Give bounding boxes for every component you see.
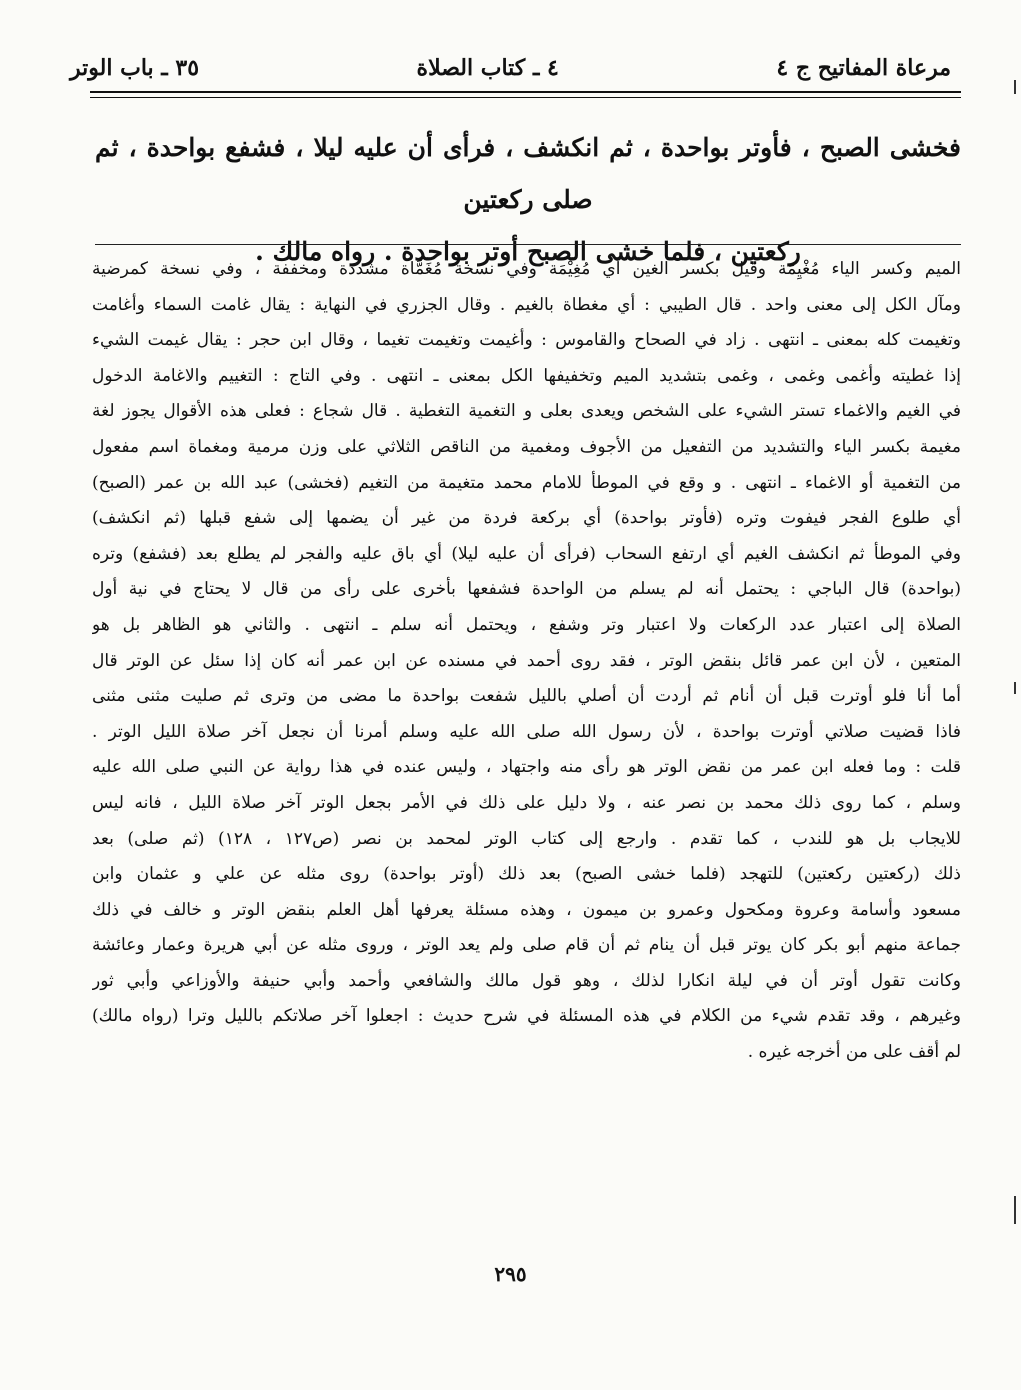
commentary-line: الميم وكسر الياء مُغْيِمَة وقيل بكسر الغين أي مُغِيْمَة وفي نسخة مُغَمَّاة مشددة ومخففة ، وفي نسخة كمرضية <box>92 259 961 279</box>
commentary-line: وسلم ، كما روى ذلك محمد بن نصر عنه ، ولا دليل على ذلك في الأمر بجعل الوتر آخر صلاة الليل ، فانه ليس <box>92 792 961 813</box>
commentary-line: في الغيم والاغماء تستر الشيء على الشخص ويعدى بعلى و التغمية التغطية . قال شجاع : فعلى هذه الأقوال يجوز لغة <box>92 401 961 422</box>
page-number: ٢٩٥ <box>494 1262 527 1286</box>
commentary-line: وغيرهم ، وقد تقدم شيء من الكلام في هذه المسئلة في شرح حديث : اجعلوا آخر صلاتكم بالليل وترا (رواه مالك) <box>92 1006 961 1027</box>
hadith-line: ركعتين ، فلما خشى الصبح أوتر بواحدة . رواه مالك . <box>255 237 801 266</box>
section-separator <box>95 244 961 245</box>
book-title: مرعاة المفاتيح ج ٤ <box>776 55 951 81</box>
commentary-line: مغيمة بكسر الياء والتشديد من التفعيل من الأجوف ومغمية من الناقص الثلاثي على وزن مرمية ومغماة اسم مفعول <box>92 436 961 457</box>
commentary-line: ومآل الكل إلى معنى واحد . قال الطيبي : أي مغطاة بالغيم . وقال الجزري في النهاية : يقال غامت السماء وأغامت <box>92 294 961 315</box>
header-rule-top <box>90 91 961 93</box>
commentary-text <box>92 252 961 1248</box>
header-rule-bottom <box>90 97 961 98</box>
chapter-title: ٤ ـ كتاب الصلاة <box>416 55 559 81</box>
commentary-line: وكانت تقول أوتر أن في ليلة انكارا لذلك ، وهو قول مالك والشافعي وأحمد وأبي حنيفة والأوزاعي وأبي ثور <box>92 970 961 991</box>
commentary-line: ذلك (ركعتين ركعتين) للتهجد (فلما خشى الصبح) بعد ذلك (أوتر بواحدة) روى مثله عن علي و عثمان وابن <box>92 864 961 885</box>
commentary-line: قلت : وما فعله ابن عمر من نقض الوتر هو رأى منه واجتهاد ، وليس عنده في هذا رواية عن النبي صلى الله عليه <box>92 757 961 778</box>
commentary-line: الصلاة إلى اعتبار عدد الركعات ولا اعتبار وتر وشفع ، ويحتمل أنه سلم ـ انتهى . والثاني هو الظاهر بل هو <box>92 614 961 635</box>
commentary-line: لم أقف على من أخرجه غيره . <box>747 1042 961 1063</box>
commentary-line: جماعة منهم أبو بكر كان يوتر قبل أن ينام ثم أن قام صلى ولم يعد الوتر ، وروى مثله عن أبي هريرة وعمار وعائشة <box>92 935 961 956</box>
commentary-line: مسعود وأسامة وعروة ومكحول وعمرو بن ميمون ، وهذه مسئلة يعرفها أهل العلم بنقض الوتر و خالف في ذلك <box>92 899 961 920</box>
commentary-line: فاذا قضيت صلاتي أوترت بواحدة ، لأن رسول الله صلى الله عليه وسلم أمرنا أن نجعل آخر صلاة الليل الوتر . <box>92 721 961 742</box>
commentary-line: وتغيمت كله بمعنى ـ انتهى . زاد في الصحاح والقاموس : وأغيمت وتغيمت تغيما ، وقال ابن حجر : يقال غيمت الشيء <box>92 330 961 351</box>
scan-margin-mark <box>1014 80 1016 94</box>
hadith-line: فخشى الصبح ، فأوتر بواحدة ، ثم انكشف ، فرأى أن عليه ليلا ، فشفع بواحدة ، ثم صلى ركعتين <box>95 133 961 214</box>
commentary-line: إذا غطيته وأغمى وغمى ، وغمى بتشديد الميم وتخفيفها الكل بمعنى ـ انتهى . وفي التاج : التغييم والاغامة الدخول <box>92 365 961 386</box>
commentary-line: للايجاب بل هو للندب ، كما تقدم . وارجع إلى كتاب الوتر لمحمد بن نصر (ص١٢٧ ، ١٢٨) (ثم صلى) بعد <box>92 828 961 849</box>
running-header <box>70 48 951 88</box>
section-title: ٣٥ ـ باب الوتر <box>70 55 200 81</box>
commentary-line: أي طلوع الفجر فيفوت وتره (فأوتر بواحدة) أي بركعة فردة من غير أن يضمها إلى شفع قبلها (ثم انكشف) <box>92 508 961 529</box>
commentary-line: أما أنا فلو أوترت قبل أن أنام ثم أردت أن أصلي بالليل شفعت بواحدة ما مضى من وترى ثم صليت مثنى مثنى <box>92 686 961 707</box>
commentary-line: المتعين ، لأن ابن عمر قائل بنقض الوتر ، فقد روى أحمد في مسنده عن ابن عمر أنه كان إذا سئل عن الوتر قال <box>92 650 961 671</box>
commentary-line: وفي الموطأ ثم انكشف الغيم أي ارتفع السحاب (فرأى أن عليه ليلا) أي باق عليه والفجر لم يطلع بعد (فشفع) وتره <box>92 543 961 564</box>
commentary-line: (بواحدة) قال الباجي : يحتمل أنه لم يسلم من الواحدة فشفعها بأخرى على رأى من قال لا يحتاج في نية أول <box>92 579 961 600</box>
scan-margin-mark <box>1014 1196 1016 1224</box>
commentary-line: من التغمية أو الاغماء ـ انتهى . و وقع في الموطأ للامام محمد متغيمة من التغيم (فخشى) عبد الله بن عمر (الصبح) <box>92 472 961 493</box>
scan-margin-mark <box>1014 682 1016 694</box>
